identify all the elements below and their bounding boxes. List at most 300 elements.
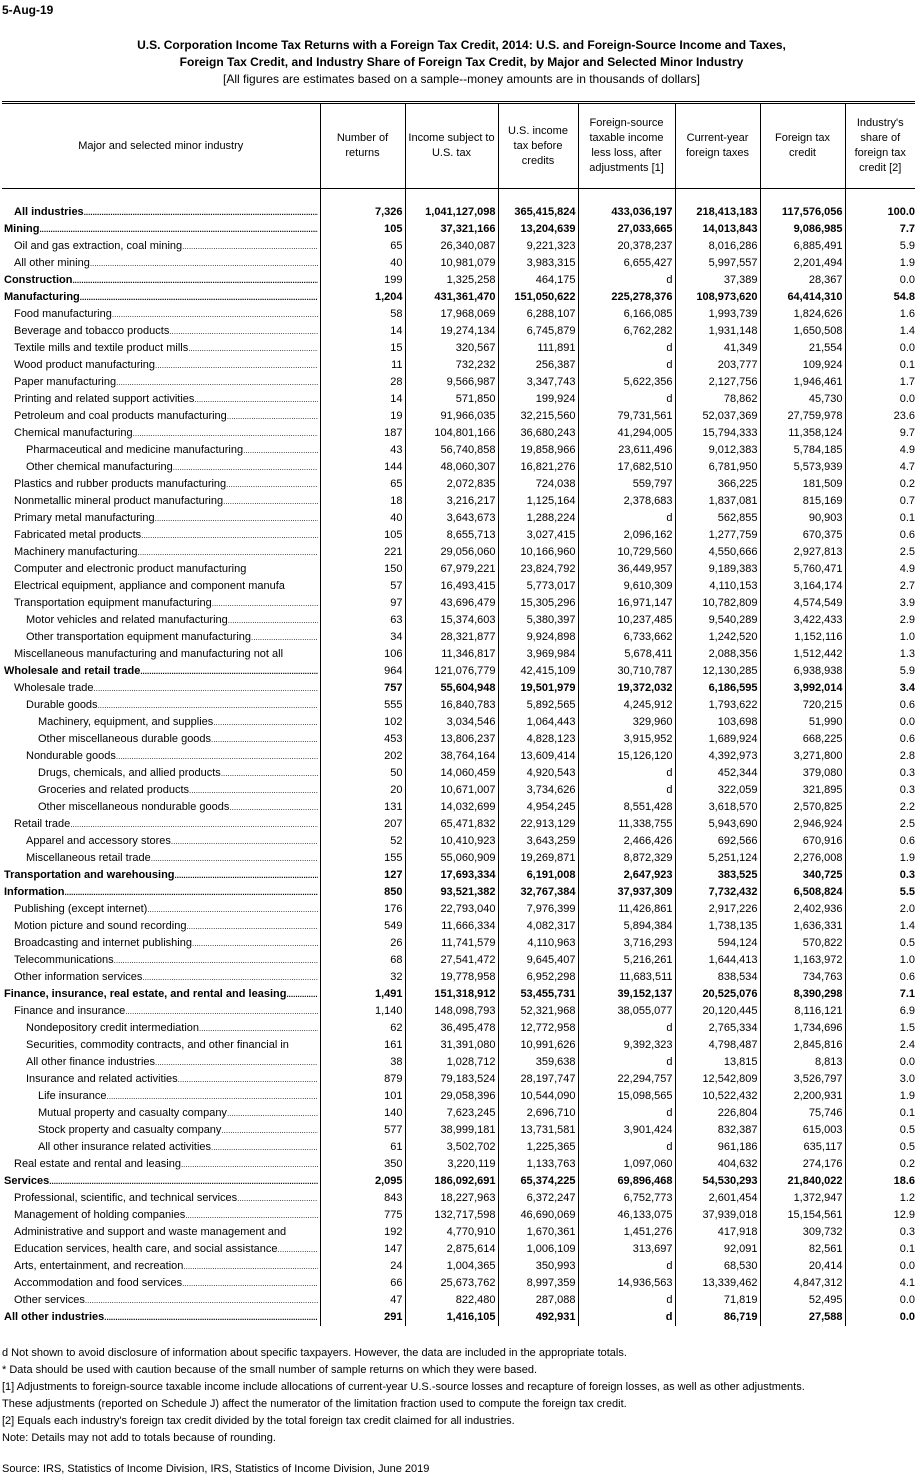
table-row [2,816,915,833]
cell-foreign-tax-credit: 21,840,022 [760,1173,845,1190]
cell-foreign-source-income: 6,733,662 [578,629,675,646]
industry-label [2,850,318,867]
col-header-income-subject: Income subject to U.S. tax [405,103,498,189]
cell-foreign-source-income: 2,647,923 [578,867,675,884]
cell-industry-share: 0.6 [845,833,915,850]
cell-foreign-taxes: 9,189,383 [675,561,760,578]
cell-us-tax: 359,638 [498,1054,578,1071]
industry-cell [2,935,320,952]
industry-label [2,714,318,731]
cell-foreign-tax-credit: 117,576,056 [760,204,845,221]
industry-cell [2,782,320,799]
cell-returns: 843 [320,1190,405,1207]
industry-name: Mining [4,223,40,235]
leader-dots [80,289,318,306]
industry-name: All other industries [4,1311,105,1323]
cell-returns: 101 [320,1088,405,1105]
leader-dots [151,850,318,867]
leader-dots [286,1224,317,1241]
industry-label [2,952,318,969]
industry-cell [2,1071,320,1088]
cell-foreign-taxes: 1,644,413 [675,952,760,969]
table-row [2,578,915,595]
cell-income-subject: 8,655,713 [405,527,498,544]
cell-us-tax: 13,731,581 [498,1122,578,1139]
col-header-returns: Number of returns [320,103,405,189]
cell-returns: 63 [320,612,405,629]
industry-cell [2,731,320,748]
cell-foreign-taxes: 4,798,487 [675,1037,760,1054]
table-row [2,459,915,476]
table-row [2,731,915,748]
cell-income-subject: 18,227,963 [405,1190,498,1207]
cell-income-subject: 10,671,007 [405,782,498,799]
cell-returns: 40 [320,255,405,272]
cell-income-subject: 571,850 [405,391,498,408]
industry-cell [2,1156,320,1173]
cell-foreign-taxes: 1,242,520 [675,629,760,646]
industry-label [2,1071,318,1088]
industry-name: Miscellaneous manufacturing and manufacturing not all [14,648,284,660]
industry-name: Transportation equipment manufacturing [14,597,212,609]
industry-cell [2,816,320,833]
leader-dots [213,714,317,731]
cell-foreign-tax-credit: 9,086,985 [760,221,845,238]
industry-name: Finance, insurance, real estate, and rental and leasing [4,988,287,1000]
industry-label [2,1173,318,1190]
industry-cell [2,952,320,969]
cell-industry-share: 3.4 [845,680,915,697]
industry-name: Plastics and rubber products manufacturing [14,478,227,490]
leader-dots [116,748,318,765]
cell-industry-share: 0.6 [845,697,915,714]
industry-label [2,663,318,680]
leader-dots [289,1037,318,1054]
industry-cell [2,918,320,935]
industry-name: Paper manufacturing [14,376,117,388]
cell-industry-share: 1.2 [845,1190,915,1207]
industry-name: Apparel and accessory stores [26,835,171,847]
industry-cell [2,1258,320,1275]
cell-industry-share: 0.0 [845,1054,915,1071]
table-row [2,204,915,221]
cell-industry-share: 1.6 [845,306,915,323]
industry-cell [2,969,320,986]
cell-income-subject: 11,346,817 [405,646,498,663]
industry-cell [2,204,320,221]
industry-name: Pharmaceutical and medicine manufacturing [26,444,244,456]
cell-foreign-tax-credit: 21,554 [760,340,845,357]
leader-dots [185,1207,317,1224]
table-title-line-1: U.S. Corporation Income Tax Returns with a Foreign Tax Credit, 2014: U.S. and Foreign-Source Income and Taxes, [137,38,786,52]
table-row [2,510,915,527]
industry-label [2,340,318,357]
industry-name: Accommodation and food services [14,1277,183,1289]
industry-label [2,476,318,493]
industry-label [2,459,318,476]
industry-cell [2,1173,320,1190]
industry-cell [2,867,320,884]
industry-cell [2,833,320,850]
cell-income-subject: 55,060,909 [405,850,498,867]
cell-us-tax: 10,991,626 [498,1037,578,1054]
col-header-foreign-taxes: Current-year foreign taxes [675,103,760,189]
cell-foreign-taxes: 961,186 [675,1139,760,1156]
industry-label [2,323,318,340]
cell-industry-share: 0.6 [845,969,915,986]
table-row [2,1054,915,1071]
leader-dots [138,544,318,561]
cell-foreign-source-income: 3,716,293 [578,935,675,952]
cell-foreign-taxes: 10,782,809 [675,595,760,612]
industry-label [2,1088,318,1105]
industry-name: Nondurable goods [26,750,116,762]
industry-label [2,1258,318,1275]
cell-foreign-tax-credit: 2,201,494 [760,255,845,272]
cell-returns: 291 [320,1309,405,1326]
industry-label [2,255,318,272]
cell-foreign-tax-credit: 815,169 [760,493,845,510]
industry-name: Transportation and warehousing [4,869,175,881]
cell-foreign-source-income: 6,752,773 [578,1190,675,1207]
leader-dots [246,561,317,578]
cell-industry-share: 0.0 [845,272,915,289]
cell-us-tax: 724,038 [498,476,578,493]
cell-income-subject: 16,840,783 [405,697,498,714]
cell-us-tax: 16,821,276 [498,459,578,476]
cell-foreign-taxes: 7,732,432 [675,884,760,901]
cell-industry-share: 9.7 [845,425,915,442]
cell-industry-share: 0.0 [845,1309,915,1326]
cell-us-tax: 151,050,622 [498,289,578,306]
cell-us-tax: 365,415,824 [498,204,578,221]
leader-dots [140,663,317,680]
industry-name: All other insurance related activities [38,1141,212,1153]
industry-cell [2,578,320,595]
industry-name: All other finance industries [26,1056,156,1068]
cell-foreign-taxes: 54,530,293 [675,1173,760,1190]
leader-dots [72,272,317,289]
cell-foreign-taxes: 68,530 [675,1258,760,1275]
leader-dots [175,867,318,884]
cell-us-tax: 3,734,626 [498,782,578,799]
industry-name: All industries [14,206,84,218]
cell-income-subject: 132,717,598 [405,1207,498,1224]
cell-foreign-taxes: 218,413,183 [675,204,760,221]
cell-us-tax: 6,288,107 [498,306,578,323]
cell-industry-share: 5.5 [845,884,915,901]
industry-name: Other miscellaneous durable goods [38,733,212,745]
cell-industry-share: 0.3 [845,782,915,799]
cell-foreign-source-income: 41,294,005 [578,425,675,442]
table-row [2,1190,915,1207]
leader-dots [98,697,318,714]
industry-cell [2,459,320,476]
cell-us-tax: 1,225,365 [498,1139,578,1156]
cell-foreign-taxes: 6,781,950 [675,459,760,476]
cell-foreign-source-income: 313,697 [578,1241,675,1258]
industry-label [2,357,318,374]
cell-foreign-source-income: d [578,272,675,289]
cell-returns: 11 [320,357,405,374]
cell-foreign-taxes: 1,689,924 [675,731,760,748]
industry-name: Administrative and support and waste management and [14,1226,287,1238]
cell-income-subject: 17,693,334 [405,867,498,884]
cell-us-tax: 19,501,979 [498,680,578,697]
leader-dots [188,340,317,357]
cell-industry-share: 4.1 [845,1275,915,1292]
cell-foreign-source-income: 11,338,755 [578,816,675,833]
industry-label [2,969,318,986]
cell-returns: 68 [320,952,405,969]
cell-returns: 147 [320,1241,405,1258]
industry-name: Construction [4,274,73,286]
industry-cell [2,391,320,408]
cell-us-tax: 46,690,069 [498,1207,578,1224]
cell-foreign-source-income: d [578,357,675,374]
cell-us-tax: 12,772,958 [498,1020,578,1037]
table-row [2,697,915,714]
cell-income-subject: 1,004,365 [405,1258,498,1275]
cell-foreign-source-income: 79,731,561 [578,408,675,425]
cell-returns: 577 [320,1122,405,1139]
cell-foreign-source-income: 19,372,032 [578,680,675,697]
leader-dots [286,986,317,1003]
col-header-industry-share: Industry's share of foreign tax credit [2] [845,103,915,189]
industry-label [2,697,318,714]
footnotes [2,1345,805,1447]
cell-foreign-taxes: 108,973,620 [675,289,760,306]
cell-industry-share: 0.0 [845,1292,915,1309]
cell-foreign-tax-credit: 52,495 [760,1292,845,1309]
cell-returns: 97 [320,595,405,612]
cell-foreign-source-income: 23,611,496 [578,442,675,459]
cell-foreign-tax-credit: 3,526,797 [760,1071,845,1088]
table-row [2,340,915,357]
cell-foreign-source-income: d [578,1054,675,1071]
cell-us-tax: 5,892,565 [498,697,578,714]
cell-foreign-source-income: 5,678,411 [578,646,675,663]
cell-returns: 65 [320,476,405,493]
table-row [2,1275,915,1292]
industry-name: All other mining [14,257,90,269]
leader-dots [283,646,317,663]
cell-industry-share: 4.9 [845,561,915,578]
table-row [2,357,915,374]
cell-returns: 50 [320,765,405,782]
industry-label [2,544,318,561]
cell-us-tax: 28,197,747 [498,1071,578,1088]
leader-dots [189,782,317,799]
cell-income-subject: 56,740,858 [405,442,498,459]
leader-dots [226,476,317,493]
industry-label [2,833,318,850]
cell-foreign-taxes: 78,862 [675,391,760,408]
cell-industry-share: 7.7 [845,221,915,238]
cell-income-subject: 14,060,459 [405,765,498,782]
cell-income-subject: 14,032,699 [405,799,498,816]
industry-name: Wood product manufacturing [14,359,156,371]
industry-label [2,374,318,391]
cell-returns: 187 [320,425,405,442]
leader-dots [114,952,318,969]
industry-cell [2,697,320,714]
leader-dots [243,442,317,459]
col-header-foreign-tax-credit: Foreign tax credit [760,103,845,189]
cell-foreign-source-income: 8,551,428 [578,799,675,816]
leader-dots [186,918,317,935]
cell-foreign-tax-credit: 720,215 [760,697,845,714]
cell-foreign-source-income: 10,729,560 [578,544,675,561]
cell-foreign-tax-credit: 27,588 [760,1309,845,1326]
cell-returns: 24 [320,1258,405,1275]
leader-dots [173,459,318,476]
industry-name: Other chemical manufacturing [26,461,173,473]
leader-dots [237,1190,317,1207]
cell-foreign-taxes: 41,349 [675,340,760,357]
cell-foreign-source-income: 559,797 [578,476,675,493]
cell-us-tax: 7,976,399 [498,901,578,918]
leader-dots [142,969,317,986]
cell-foreign-tax-credit: 2,946,924 [760,816,845,833]
cell-foreign-taxes: 383,525 [675,867,760,884]
cell-us-tax: 65,374,225 [498,1173,578,1190]
cell-us-tax: 199,924 [498,391,578,408]
cell-industry-share: 1.9 [845,850,915,867]
cell-foreign-tax-credit: 8,116,121 [760,1003,845,1020]
cell-us-tax: 4,110,963 [498,935,578,952]
industry-cell [2,493,320,510]
cell-industry-share: 1.9 [845,1088,915,1105]
table-row [2,1139,915,1156]
cell-us-tax: 32,767,384 [498,884,578,901]
cell-foreign-tax-credit: 1,824,626 [760,306,845,323]
cell-us-tax: 10,166,960 [498,544,578,561]
cell-foreign-taxes: 5,997,557 [675,255,760,272]
cell-foreign-source-income: 16,971,147 [578,595,675,612]
cell-foreign-taxes: 203,777 [675,357,760,374]
industry-label [2,595,318,612]
industry-name: Securities, commodity contracts, and other financial in [26,1039,289,1051]
industry-name: Textile mills and textile product mills [14,342,189,354]
leader-dots [227,408,318,425]
industry-cell [2,221,320,238]
table-row [2,1105,915,1122]
cell-foreign-tax-credit: 670,375 [760,527,845,544]
cell-returns: 127 [320,867,405,884]
industry-cell [2,255,320,272]
table-row [2,289,915,306]
industry-label [2,1309,318,1326]
industry-cell [2,1003,320,1020]
cell-foreign-tax-credit: 6,508,824 [760,884,845,901]
industry-name: Real estate and rental and leasing [14,1158,181,1170]
industry-cell [2,238,320,255]
leader-dots [107,1088,318,1105]
table-row [2,782,915,799]
cell-us-tax: 5,380,397 [498,612,578,629]
cell-income-subject: 67,979,221 [405,561,498,578]
col-header-us-tax: U.S. income tax before credits [498,103,578,189]
table-title-line-2: Foreign Tax Credit, and Industry Share of Foreign Tax Credit, by Major and Selected Minor Industry [179,55,744,69]
industry-name: Machinery, equipment, and supplies [38,716,214,728]
cell-us-tax: 1,670,361 [498,1224,578,1241]
cell-income-subject: 822,480 [405,1292,498,1309]
cell-us-tax: 19,269,871 [498,850,578,867]
cell-foreign-tax-credit: 635,117 [760,1139,845,1156]
cell-returns: 38 [320,1054,405,1071]
industry-label [2,1292,318,1309]
table-row [2,612,915,629]
industry-cell [2,323,320,340]
cell-us-tax: 1,288,224 [498,510,578,527]
cell-foreign-taxes: 322,059 [675,782,760,799]
cell-returns: 66 [320,1275,405,1292]
industry-name: Food manufacturing [14,308,112,320]
industry-name: Arts, entertainment, and recreation [14,1260,184,1272]
leader-dots [125,1003,317,1020]
industry-name: Drugs, chemicals, and allied products [38,767,221,779]
cell-foreign-tax-credit: 2,276,008 [760,850,845,867]
cell-foreign-source-income: d [578,340,675,357]
industry-cell [2,646,320,663]
table-row [2,221,915,238]
cell-income-subject: 26,340,087 [405,238,498,255]
leader-dots [49,1173,317,1190]
cell-foreign-taxes: 3,618,570 [675,799,760,816]
cell-foreign-taxes: 15,794,333 [675,425,760,442]
cell-industry-share: 0.3 [845,867,915,884]
table-row [2,884,915,901]
cell-income-subject: 10,410,923 [405,833,498,850]
cell-us-tax: 2,696,710 [498,1105,578,1122]
cell-returns: 549 [320,918,405,935]
cell-income-subject: 28,321,877 [405,629,498,646]
industry-cell [2,1122,320,1139]
cell-us-tax: 1,064,443 [498,714,578,731]
industry-name: Wholesale and retail trade [4,665,141,677]
industry-name: Miscellaneous retail trade [26,852,151,864]
cell-foreign-taxes: 37,389 [675,272,760,289]
cell-industry-share: 2.2 [845,799,915,816]
cell-foreign-source-income: 1,097,060 [578,1156,675,1173]
industry-cell [2,510,320,527]
cell-industry-share: 1.4 [845,918,915,935]
cell-foreign-taxes: 52,037,369 [675,408,760,425]
industry-label [2,221,318,238]
industry-name: Beverage and tobacco products [14,325,170,337]
cell-us-tax: 1,006,109 [498,1241,578,1258]
cell-foreign-taxes: 4,110,153 [675,578,760,595]
table-row [2,476,915,493]
cell-industry-share: 1.5 [845,1020,915,1037]
source-line: Source: IRS, Statistics of Income Division, IRS, Statistics of Income Division, June 2019 [2,1463,430,1475]
cell-industry-share: 2.5 [845,544,915,561]
industry-cell [2,442,320,459]
leader-dots [192,935,318,952]
industry-name: Information [4,886,65,898]
leader-dots [155,1054,317,1071]
industry-label [2,748,318,765]
cell-us-tax: 3,969,984 [498,646,578,663]
industry-label [2,204,318,221]
industry-cell [2,1241,320,1258]
industry-cell [2,425,320,442]
cell-foreign-tax-credit: 109,924 [760,357,845,374]
industry-name: Groceries and related products [38,784,190,796]
cell-us-tax: 111,891 [498,340,578,357]
cell-industry-share: 1.7 [845,374,915,391]
